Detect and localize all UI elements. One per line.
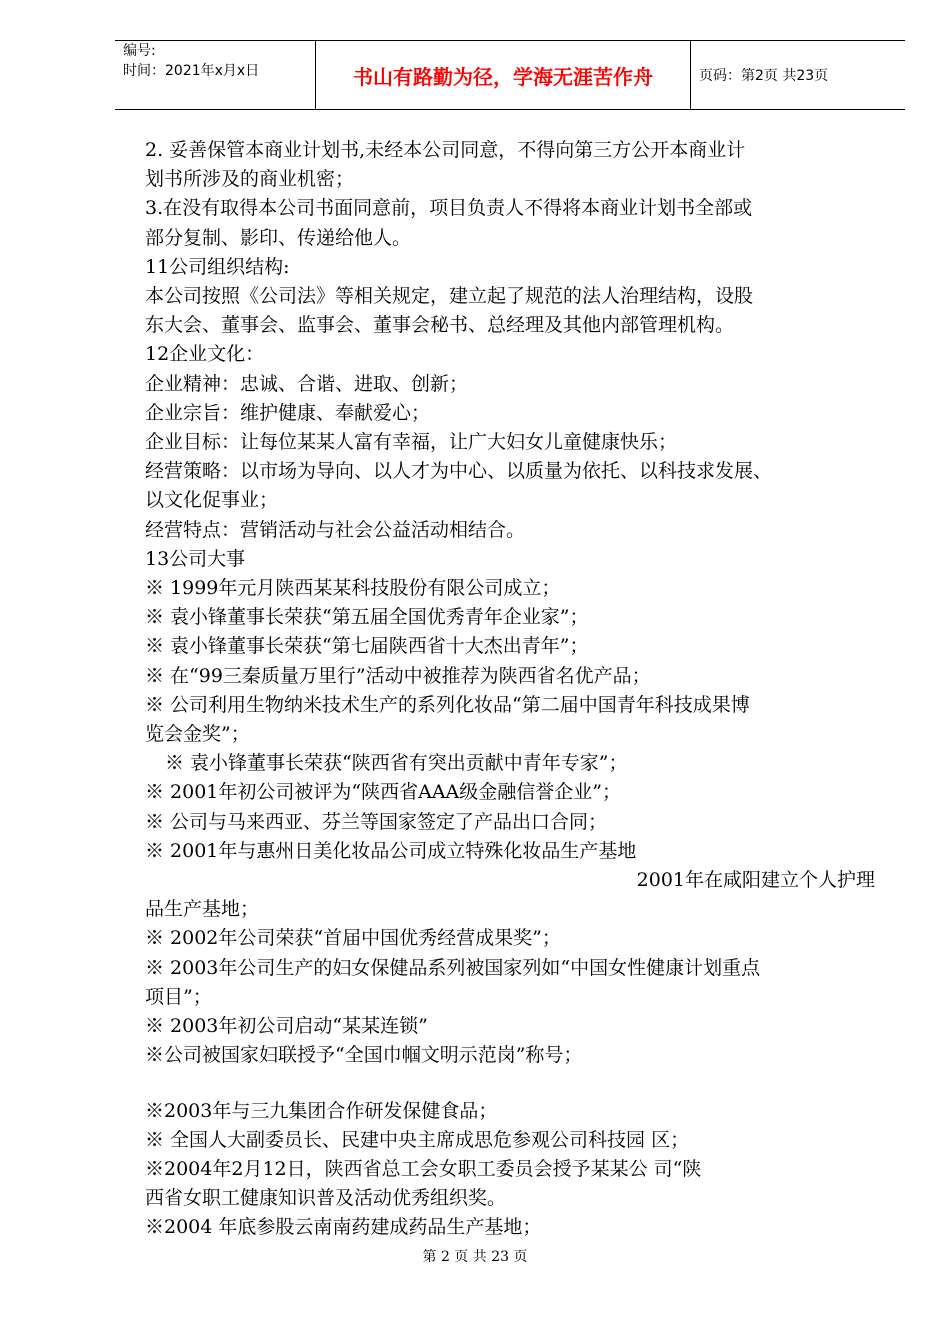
text-line: 本公司按照《公司法》等相关规定，建立起了规范的法人治理结构，设股: [145, 285, 754, 308]
blank-line: [145, 1071, 880, 1097]
text-line: 经营特点：营销活动与社会公益活动相结合。: [145, 518, 526, 541]
event-item: ※ 袁小锋董事长荣获“第五届全国优秀青年企业家”；: [145, 606, 589, 629]
event-item: ※ 公司利用生物纳米技术生产的系列化妆品“第二届中国青年科技成果博: [145, 693, 750, 716]
section-heading: 11公司组织结构:: [145, 255, 290, 278]
document-body: [145, 136, 880, 1243]
event-item: ※ 袁小锋董事长荣获“陕西省有突出贡献中青年专家”；: [165, 752, 628, 775]
event-item: ※ 2002年公司荣获“首届中国优秀经营成果奖”；: [145, 927, 561, 950]
text-line: 部分复制、影印、传递给他人。: [145, 226, 412, 249]
document-time: 时间：2021年x月x日: [123, 63, 260, 79]
section-heading: 13公司大事: [145, 547, 246, 570]
section-heading: 12企业文化：: [145, 343, 265, 366]
text-line: 2. 妥善保管本商业计划书,未经本公司同意，不得向第三方公开本商业计: [145, 139, 746, 161]
event-item: ※ 2001年初公司被评为“陕西省AAA级金融信誉企业”；: [145, 781, 621, 804]
header-meta: [115, 41, 313, 109]
event-item-continued: 览会金奖”；: [145, 723, 250, 746]
event-item: ※ 全国人大副委员长、民建中央主席成思危参观公司科技园 区；: [145, 1128, 690, 1151]
page-footer: 第 2 页 共 23 页: [422, 1249, 528, 1265]
text-line: 经营策略：以市场为导向、以人才为中心、以质量为依托、以科技求发展、: [145, 460, 773, 483]
text-line: 企业宗旨：维护健康、奉献爱心；: [145, 401, 431, 424]
event-item: ※ 袁小锋董事长荣获“第七届陕西省十大杰出青年”；: [145, 635, 589, 658]
text-line: 3.在没有取得本公司书面同意前，项目负责人不得将本商业计划书全部或: [145, 197, 753, 220]
text-line: 企业精神：忠诚、合谐、进取、创新；: [145, 372, 469, 395]
document-number: 编号:: [123, 43, 156, 59]
event-item: ※ 2003年公司生产的妇女保健品系列被国家列如“中国女性健康计划重点: [145, 956, 761, 979]
event-item: ※ 在“99三秦质量万里行”活动中被推荐为陕西省名优产品；: [145, 664, 651, 687]
event-item: ※2004年2月12日，陕西省总工会女职工委员会授予某某公 司“陕: [145, 1157, 702, 1180]
event-item: ※ 1999年元月陕西某某科技股份有限公司成立；: [145, 577, 561, 600]
event-item-continued: 品生产基地；: [145, 898, 260, 921]
header-motto-cell: [315, 41, 691, 109]
header-page-info: 页码：第2页 共23页: [699, 68, 829, 84]
text-line: 划书所涉及的商业机密；: [145, 168, 355, 191]
header-motto: 书山有路勤为径，学海无涯苦作舟: [353, 64, 653, 89]
text-line: 东大会、董事会、监事会、董事会秘书、总经理及其他内部管理机构。: [145, 314, 735, 337]
event-item: ※2004 年底参股云南南药建成药品生产基地；: [145, 1216, 542, 1239]
text-line: 以文化促事业；: [145, 489, 279, 512]
page-header: [115, 40, 905, 110]
event-item-continued: 西省女职工健康知识普及活动优秀组织奖。: [145, 1187, 507, 1210]
text-line: 企业目标：让每位某某人富有幸福，让广大妇女儿童健康快乐；: [145, 431, 678, 454]
event-item-continued: 2001年在咸阳建立个人护理: [636, 869, 875, 892]
event-item: ※公司被国家妇联授予“全国巾帼文明示范岗”称号；: [145, 1044, 583, 1067]
event-item: ※ 2003年初公司启动“某某连锁”: [145, 1015, 428, 1038]
event-item: ※ 2001年与惠州日美化妆品公司成立特殊化妆品生产基地: [145, 839, 637, 862]
event-item: ※2003年与三九集团合作研发保健食品；: [145, 1099, 498, 1122]
event-item: ※ 公司与马来西亚、芬兰等国家签定了产品出口合同；: [145, 810, 608, 833]
event-item-continued: 项目”；: [145, 985, 212, 1008]
